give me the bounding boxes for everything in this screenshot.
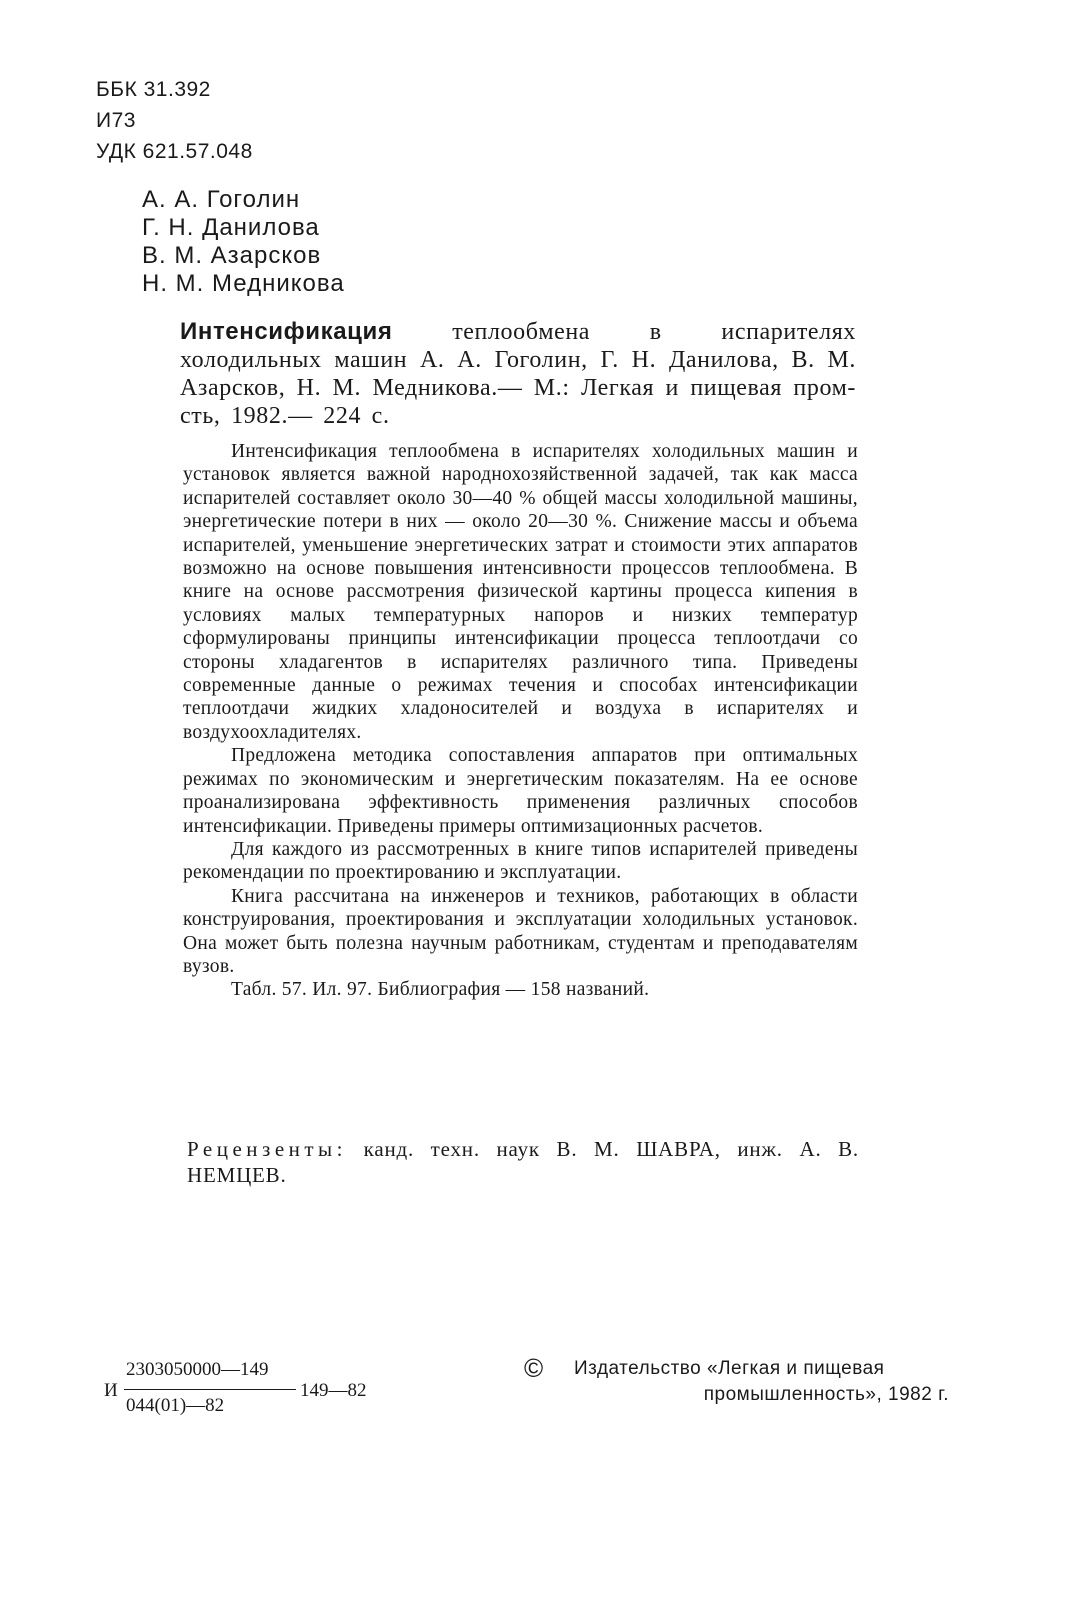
copyright-year-line: промышленность», 1982 г. xyxy=(703,1384,949,1405)
author-name: Г. Н. Данилова xyxy=(142,214,320,241)
author-name: А. А. Гоголин xyxy=(142,186,301,213)
book-title-bold: Интенсификация xyxy=(180,318,393,345)
bbk-code: ББК 31.392 xyxy=(96,78,211,101)
copyright-publisher-line: Издательство «Легкая и пищевая xyxy=(574,1358,885,1379)
index-numerator: 2303050000—149 xyxy=(126,1359,269,1380)
abstract-paragraph: Предложена методика сопоставления аппаратов при оптимальных режимах по экономическим и энергетическим показателям. На ее основе проанализирована эффективность применения различных способов интенсификации. Приведены примеры оптимизационных расчетов. xyxy=(183,745,858,837)
author-name: Н. М. Медникова xyxy=(142,270,345,297)
reviewers-names: канд. техн. наук В. М. ШАВРА, инж. А. В. НЕМЦЕВ. xyxy=(187,1137,859,1187)
abstract-stats: Табл. 57. Ил. 97. Библиография — 158 названий. xyxy=(231,979,650,1001)
reviewers xyxy=(187,1136,859,1188)
abstract-paragraph: Книга рассчитана на инженеров и техников, работающих в области конструирования, проектирования и эксплуатации холодильных установок. Она может быть полезна научным работникам, студентам и преподавателям вузов. xyxy=(183,885,858,977)
reviewers-label: Рецензенты: xyxy=(187,1137,347,1161)
copyright-icon: © xyxy=(524,1353,544,1383)
bibliographic-details: теплообмена в испарителях холодильных машин А. А. Гоголин, Г. Н. Данилова, В. М. Азарсков, Н. М. Медникова.— М.: Легкая и пищевая пром-сть, 1982.— 224 с. xyxy=(180,319,856,429)
index-denominator: 044(01)—82 xyxy=(126,1395,225,1416)
classification-codes xyxy=(96,74,253,167)
abstract-paragraph: Интенсификация теплообмена в испарителях холодильных машин и установок является важной народнохозяйственной задачей, так как масса испарителей составляет около 30—40 % общей массы холодильной машины, энергетические потери в них — около 20—30 %. Снижение массы и объема испарителей, уменьшение энергетических затрат и стоимости этих аппаратов возможно на основе повышения интенсивности процессов теплообмена. В книге на основе рассмотрения физической картины процесса кипения в условиях малых температурных напоров и низких температур сформулированы принципы интенсификации процесса теплоотдачи со стороны хладагентов в испарителях различного типа. Приведены современные данные о режимах течения и способах интенсификации теплоотдачи жидких хладоносителей и воздуха в испарителях и воздухоохладителях. xyxy=(183,441,858,743)
author-mark-code: И73 xyxy=(96,109,136,132)
bibliographic-description xyxy=(180,318,856,430)
publication-index xyxy=(104,1357,404,1427)
abstract xyxy=(183,440,858,1002)
abstract-paragraph: Для каждого из рассмотренных в книге типов испарителей приведены рекомендации по проектированию и эксплуатации. xyxy=(183,838,858,884)
author-name: В. М. Азарсков xyxy=(142,242,322,269)
index-letter: И xyxy=(104,1380,118,1401)
index-suffix: 149—82 xyxy=(300,1380,367,1401)
authors-list xyxy=(142,186,345,298)
udk-code: УДК 621.57.048 xyxy=(96,140,253,163)
fraction-bar xyxy=(124,1389,296,1390)
